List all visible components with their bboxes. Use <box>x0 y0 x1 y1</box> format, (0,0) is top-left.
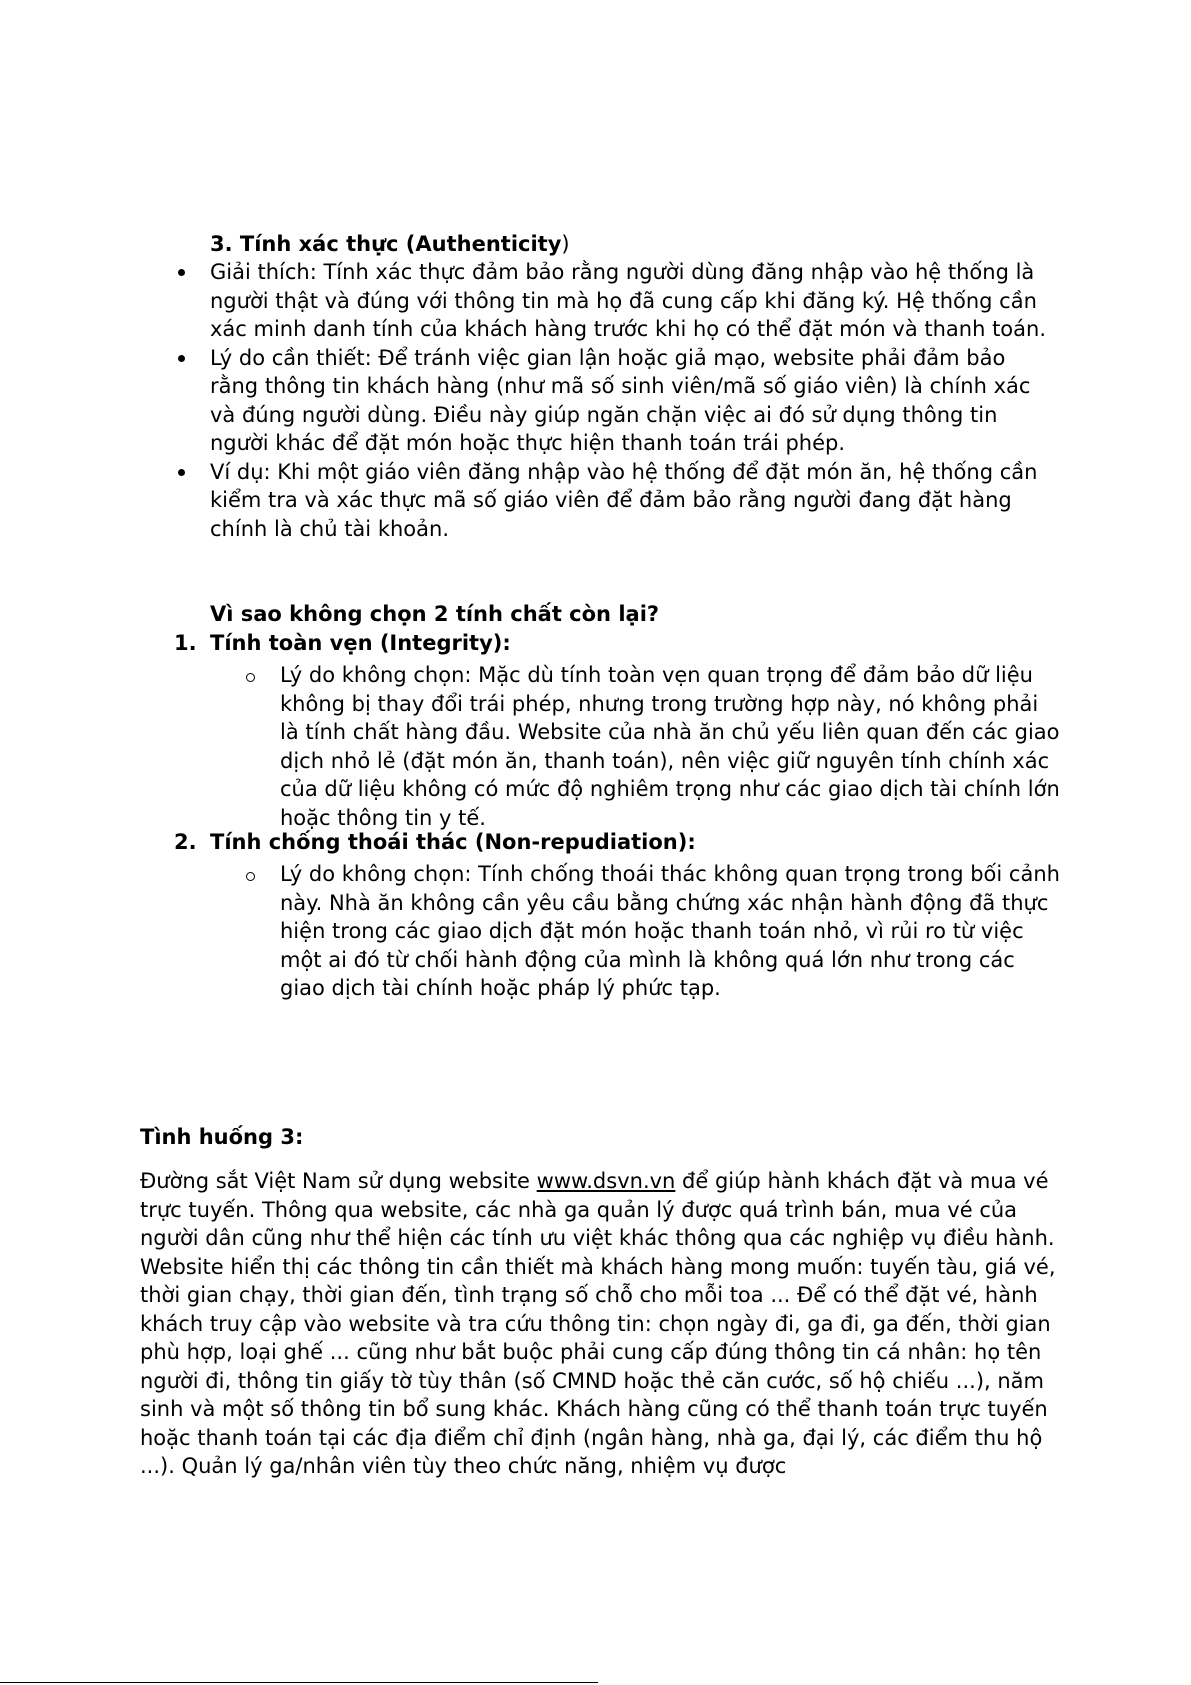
situation3-heading: Tình huống 3: <box>140 1125 304 1149</box>
item-2-number: 2. <box>174 830 197 854</box>
item-2-reason: Lý do không chọn: Tính chống thoái thác không quan trọng trong bối cảnh này. Nhà ăn không cần yêu cầu bằng chứng xác nhận hành động đã thực hiện trong các giao dịch đặt món hoặc thanh toán nhỏ, vì rủi ro từ việc một ai đó từ chối hành động của mình là không quá lớn như trong các giao dịch tài chính hoặc pháp lý phức tạp. <box>280 862 1060 1000</box>
section3-title-bold: 3. Tính xác thực (Authenticity <box>210 232 562 256</box>
why-not-heading: Vì sao không chọn 2 tính chất còn lại? <box>210 602 660 626</box>
situation3-text-rest: để giúp hành khách đặt và mua vé trực tuyến. Thông qua website, các nhà ga quản lý được quá trình bán, mua vé của người dân cũng như thể hiện các tính ưu việt khác thông qua các nghiệp vụ điều hành. Website hiển thị các thông tin cần thiết mà khách hàng mong muốn: tuyến tàu, giá vé, thời gian chạy, thời gian đến, tình trạng số chỗ cho mỗi toa ... Để có thể đặt vé, hành khách truy cập vào website và tra cứu thông tin: chọn ngày đi, ga đi, ga đến, thời gian phù hợp, loại ghế ... cũng như bắt buộc phải cung cấp đúng thông tin cá nhân: họ tên người đi, thông tin giấy tờ tùy thân (số CMND hoặc thẻ căn cước, số hộ chiếu ...), năm sinh và một số thông tin bổ sung khác. Khách hàng cũng có thể thanh toán trực tuyến hoặc thanh toán tại các địa điểm chỉ định (ngân hàng, nhà ga, đại lý, các điểm thu hộ ...). Quản lý ga/nhân viên tùy theo chức năng, nhiệm vụ được <box>140 1169 1056 1478</box>
sub-bullet-icon <box>246 872 255 881</box>
list-item <box>140 458 1060 544</box>
item-1-reason: Lý do không chọn: Mặc dù tính toàn vẹn quan trọng để đảm bảo dữ liệu không bị thay đổi trái phép, nhưng trong trường hợp này, nó không phải là tính chất hàng đầu. Website của nhà ăn chủ yếu liên quan đến các giao dịch nhỏ lẻ (đặt món ăn, thanh toán), nên việc giữ nguyên tính chính xác của dữ liệu không có mức độ nghiêm trọng như các giao dịch tài chính lớn hoặc thông tin y tế. <box>280 663 1060 830</box>
bullet-text: Giải thích: Tính xác thực đảm bảo rằng người dùng đăng nhập vào hệ thống là người thật và đúng với thông tin mà họ đã cung cấp khi đăng ký. Hệ thống cần xác minh danh tính của khách hàng trước khi họ có thể đặt món và thanh toán. <box>210 260 1047 341</box>
dsvn-link[interactable]: www.dsvn.vn <box>536 1169 676 1193</box>
section3-title <box>210 230 570 259</box>
list-item <box>140 344 1060 458</box>
bullet-icon <box>178 355 185 362</box>
situation3-paragraph <box>140 1167 1060 1481</box>
list-item <box>140 258 1060 344</box>
item-1-title: Tính toàn vẹn (Integrity): <box>210 631 511 655</box>
bullet-icon <box>178 469 185 476</box>
bullet-text: Lý do cần thiết: Để tránh việc gian lận hoặc giả mạo, website phải đảm bảo rằng thông tin khách hàng (như mã số sinh viên/mã số giáo viên) là chính xác và đúng người dùng. Điều này giúp ngăn chặn việc ai đó sử dụng thông tin người khác để đặt món hoặc thực hiện thanh toán trái phép. <box>210 345 1031 455</box>
item-1-number: 1. <box>174 631 197 655</box>
sub-bullet-icon <box>246 673 255 682</box>
footer-divider <box>0 1682 598 1683</box>
authenticity-bullet-list <box>140 258 1060 543</box>
situation3-text-start: Đường sắt Việt Nam sử dụng website <box>140 1169 537 1193</box>
bullet-text: Ví dụ: Khi một giáo viên đăng nhập vào hệ thống để đặt món ăn, hệ thống cần kiểm tra và xác thực mã số giáo viên để đảm bảo rằng người đang đặt hàng chính là chủ tài khoản. <box>210 459 1038 541</box>
bullet-icon <box>178 269 185 276</box>
item-2-title: Tính chống thoái thác (Non-repudiation): <box>210 830 696 854</box>
section3-title-tail: ) <box>561 232 570 256</box>
